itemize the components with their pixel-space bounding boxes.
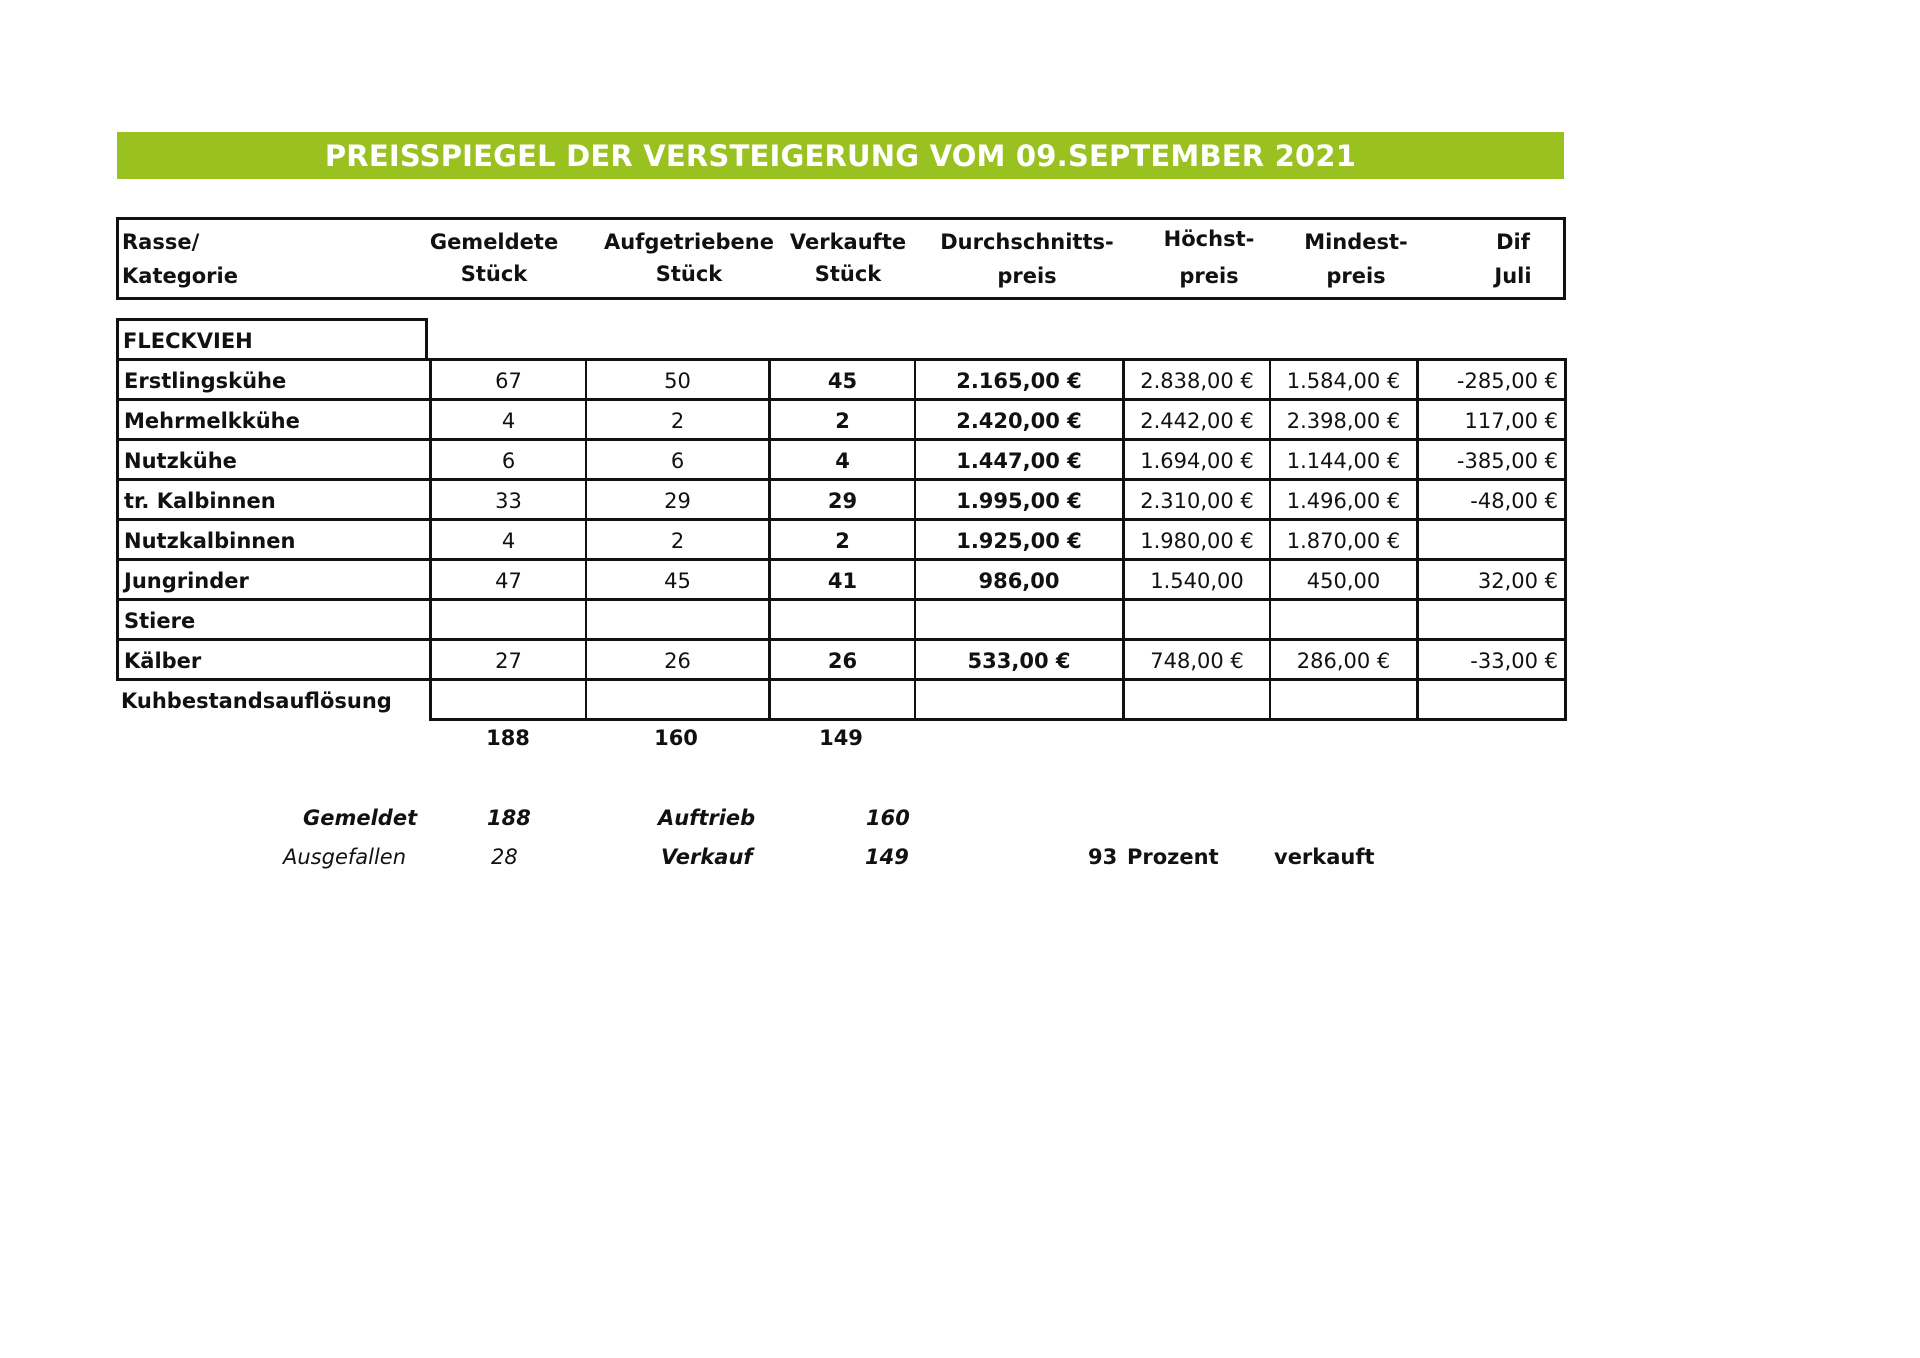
table-header — [116, 217, 1566, 300]
cell-reported: 67 — [429, 358, 585, 398]
cell-diff: -385,00 € — [1416, 438, 1564, 478]
cell-diff: -33,00 € — [1416, 638, 1564, 678]
cell-max: 1.540,00 — [1122, 558, 1269, 598]
cell-reported: 6 — [429, 438, 585, 478]
cell-driven — [585, 598, 768, 638]
row-category: Nutzkalbinnen — [116, 518, 429, 558]
cell-driven: 50 — [585, 358, 768, 398]
cell-avg — [914, 598, 1122, 638]
cell-diff: 117,00 € — [1416, 398, 1564, 438]
cell-max: 748,00 € — [1122, 638, 1269, 678]
cell-diff — [1416, 678, 1564, 718]
header-min-price: Mindest- preis — [1304, 230, 1408, 288]
cell-diff: -285,00 € — [1416, 358, 1564, 398]
verkauf-label: Verkauf — [661, 845, 753, 869]
percent-value: 93 — [1088, 845, 1118, 869]
cell-avg: 1.995,00 € — [914, 478, 1122, 518]
cell-reported — [429, 678, 585, 718]
cell-diff: 32,00 € — [1416, 558, 1564, 598]
cell-reported: 27 — [429, 638, 585, 678]
gemeldet-label: Gemeldet — [303, 806, 418, 830]
cell-driven: 29 — [585, 478, 768, 518]
table-right-border — [1564, 358, 1567, 721]
cell-min — [1269, 678, 1416, 718]
row-category: Erstlingskühe — [116, 358, 429, 398]
cell-min: 1.496,00 € — [1269, 478, 1416, 518]
cell-driven — [585, 678, 768, 718]
header-reported: Gemeldete Stück — [429, 230, 559, 286]
cell-driven: 45 — [585, 558, 768, 598]
cell-sold — [768, 598, 914, 638]
sold-label: verkauft — [1274, 845, 1375, 869]
cell-avg — [914, 678, 1122, 718]
row-category: Jungrinder — [116, 558, 429, 598]
cell-avg: 2.420,00 € — [914, 398, 1122, 438]
cell-reported — [429, 598, 585, 638]
row-category: Stiere — [116, 598, 429, 638]
cell-diff: -48,00 € — [1416, 478, 1564, 518]
cell-reported: 33 — [429, 478, 585, 518]
header-category: Rasse/ Kategorie — [122, 230, 238, 288]
cell-avg: 1.925,00 € — [914, 518, 1122, 558]
cell-min: 1.870,00 € — [1269, 518, 1416, 558]
table-bottom-border — [429, 718, 1567, 721]
cell-max — [1122, 678, 1269, 718]
header-max-price: Höchst- preis — [1163, 227, 1255, 288]
verkauf-value: 149 — [865, 845, 909, 869]
cell-min: 450,00 — [1269, 558, 1416, 598]
cell-driven: 26 — [585, 638, 768, 678]
cell-max: 1.694,00 € — [1122, 438, 1269, 478]
cell-driven: 6 — [585, 438, 768, 478]
row-category: tr. Kalbinnen — [116, 478, 429, 518]
header-driven: Aufgetriebene Stück — [604, 230, 774, 286]
ausgefallen-value: 28 — [491, 845, 518, 869]
cell-min — [1269, 598, 1416, 638]
cell-reported: 47 — [429, 558, 585, 598]
cell-min: 286,00 € — [1269, 638, 1416, 678]
total-reported: 188 — [486, 726, 530, 750]
cell-diff — [1416, 518, 1564, 558]
cell-sold — [768, 678, 914, 718]
header-average-price: Durchschnitts- preis — [940, 230, 1114, 288]
row-category: Kuhbestandsauflösung — [116, 678, 429, 718]
cell-min: 2.398,00 € — [1269, 398, 1416, 438]
section-label: FLECKVIEH — [116, 318, 428, 358]
cell-max: 2.310,00 € — [1122, 478, 1269, 518]
gemeldet-value: 188 — [487, 806, 531, 830]
cell-reported: 4 — [429, 518, 585, 558]
ausgefallen-label: Ausgefallen — [283, 845, 407, 869]
cell-max — [1122, 598, 1269, 638]
cell-avg: 533,00 € — [914, 638, 1122, 678]
cell-min: 1.144,00 € — [1269, 438, 1416, 478]
cell-max: 2.838,00 € — [1122, 358, 1269, 398]
cell-sold: 29 — [768, 478, 914, 518]
cell-diff — [1416, 598, 1564, 638]
auftrieb-label: Auftrieb — [658, 806, 756, 830]
row-category: Nutzkühe — [116, 438, 429, 478]
cell-driven: 2 — [585, 398, 768, 438]
total-sold: 149 — [819, 726, 863, 750]
page-title: PREISSPIEGEL DER VERSTEIGERUNG VOM 09.SEPTEMBER 2021 — [117, 132, 1564, 179]
auftrieb-value: 160 — [866, 806, 910, 830]
cell-sold: 4 — [768, 438, 914, 478]
cell-driven: 2 — [585, 518, 768, 558]
header-diff-july: Dif Juli — [1494, 230, 1532, 288]
cell-avg: 986,00 — [914, 558, 1122, 598]
cell-avg: 2.165,00 € — [914, 358, 1122, 398]
cell-max: 1.980,00 € — [1122, 518, 1269, 558]
percent-label: Prozent — [1127, 845, 1219, 869]
cell-reported: 4 — [429, 398, 585, 438]
row-category: Mehrmelkkühe — [116, 398, 429, 438]
cell-sold: 45 — [768, 358, 914, 398]
cell-max: 2.442,00 € — [1122, 398, 1269, 438]
cell-sold: 26 — [768, 638, 914, 678]
cell-sold: 41 — [768, 558, 914, 598]
header-sold: Verkaufte Stück — [789, 230, 907, 286]
total-driven: 160 — [654, 726, 698, 750]
row-category: Kälber — [116, 638, 429, 678]
cell-sold: 2 — [768, 518, 914, 558]
cell-sold: 2 — [768, 398, 914, 438]
cell-min: 1.584,00 € — [1269, 358, 1416, 398]
cell-avg: 1.447,00 € — [914, 438, 1122, 478]
